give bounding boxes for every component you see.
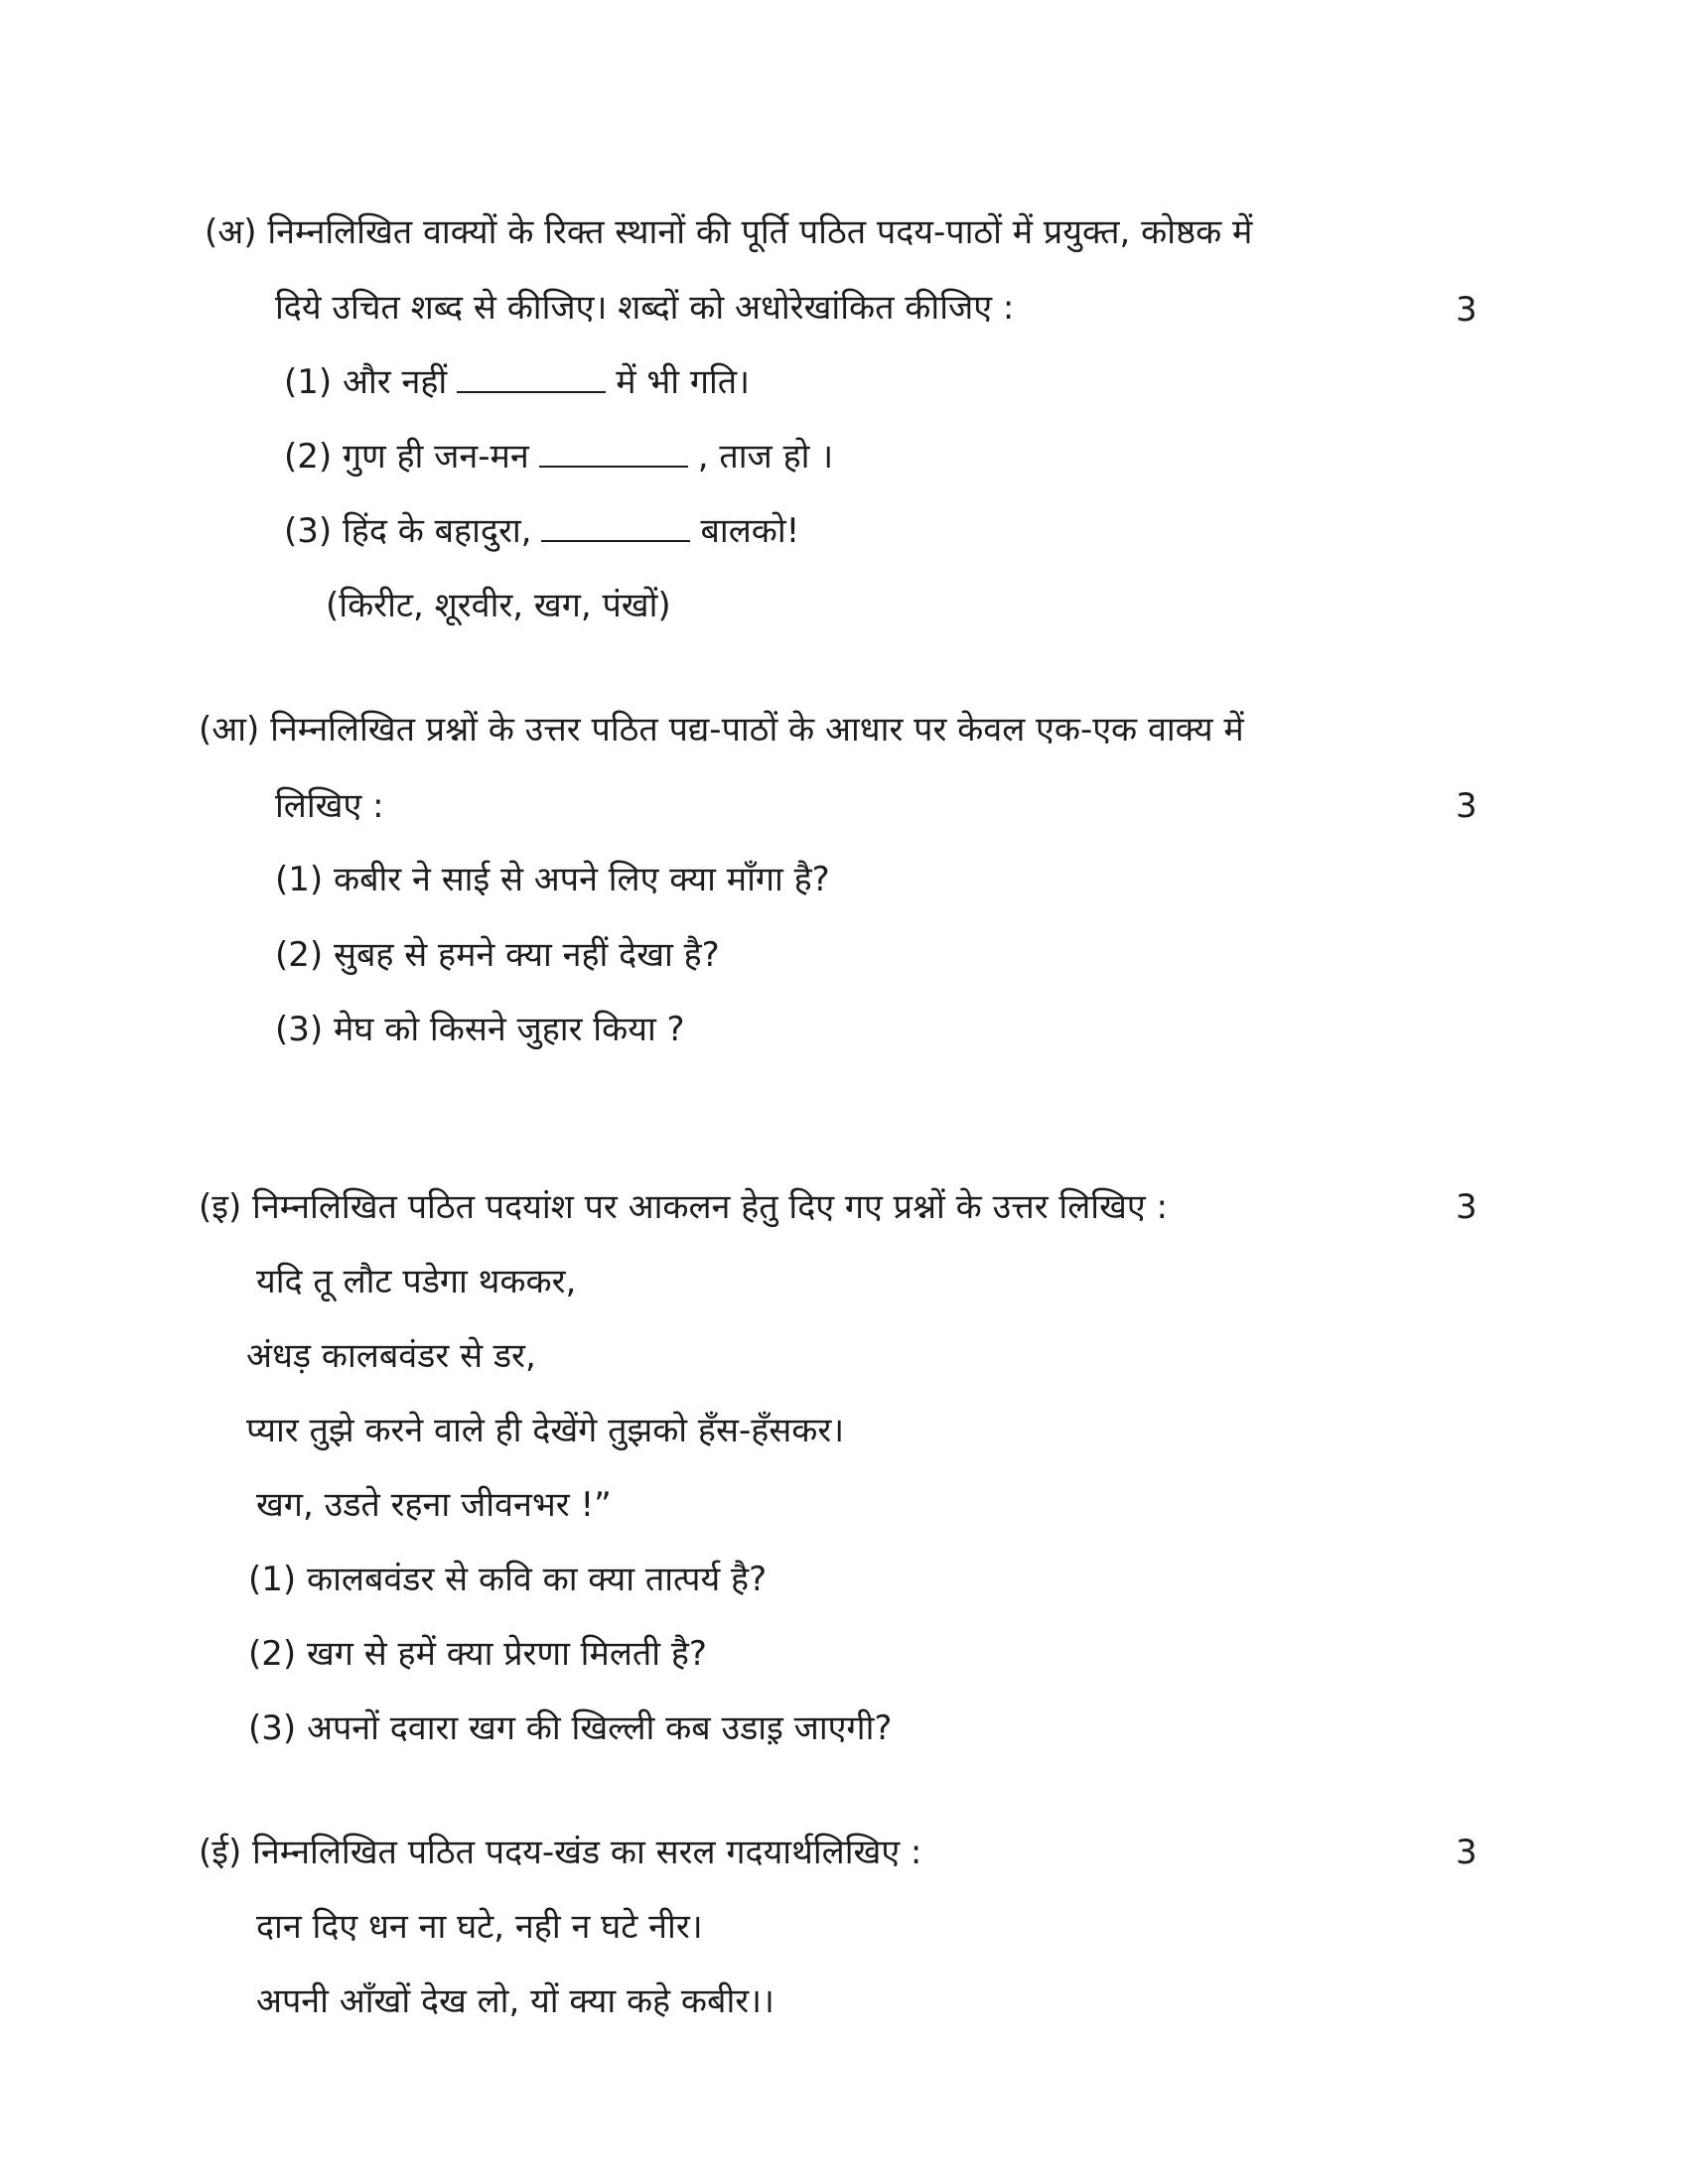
item-3-text-before: (3) हिंद के बहादुरा, (284, 511, 532, 551)
question-a-item-1 (284, 360, 750, 404)
poem-line-1: यदि तू लौट पडेगा थककर, (256, 1262, 577, 1301)
question-a-marks: 3 (1456, 290, 1477, 330)
item-3-text-after: बालको! (700, 511, 800, 551)
question-aa-instruction-line2: लिखिए : (275, 786, 384, 826)
poem-line-4: खग, उडते रहना जीवनभर !” (256, 1485, 612, 1525)
question-a-options: (किरीट, शूरवीर, खग, पंखों) (326, 586, 671, 625)
question-aa-instruction-line1: (आ) निम्नलिखित प्रश्नों के उत्तर पठित पद्य-पाठों के आधार पर केवल एक-एक वाक्य में (199, 710, 1244, 750)
fill-in-blank (457, 365, 606, 393)
poem-line-3: प्यार तुझे करने वाले ही देखेंगे तुझको हँस-हँसकर। (246, 1411, 845, 1450)
question-aa-item-1: (1) कबीर ने साई से अपने लिए क्या माँगा है? (275, 860, 830, 899)
question-a-instruction-line2: दिये उचित शब्द से कीजिए। शब्दों को अधोरेखांकित कीजिए : (275, 288, 1015, 328)
couplet-line-1: दान दिए धन ना घटे, नही न घटे नीर। (256, 1907, 703, 1947)
item-1-text-before: (1) और नहीं (284, 362, 448, 402)
question-aa-marks: 3 (1456, 786, 1477, 826)
couplet-line-2: अपनी आँखों देख लो, यों क्या कहे कबीर।। (256, 1981, 774, 2021)
item-1-text-after: में भी गति। (616, 362, 751, 402)
fill-in-blank (541, 514, 690, 542)
question-a-item-3 (284, 509, 799, 553)
question-i-instruction: (इ) निम्नलिखित पठित पदयांश पर आकलन हेतु दिए गए प्रश्नों के उत्तर लिखिए : (199, 1187, 1168, 1227)
question-aa-item-3: (3) मेघ को किसने जुहार किया ? (275, 1010, 685, 1049)
fill-in-blank (539, 440, 688, 468)
question-ii-instruction: (ई) निम्नलिखित पठित पदय-खंड का सरल गदयार्थलिखिए : (199, 1833, 922, 1872)
item-2-text-before: (2) गुण ही जन-मन (284, 437, 529, 477)
question-a-item-2 (284, 435, 833, 478)
question-aa-item-2: (2) सुबह से हमने क्या नहीं देखा है? (275, 935, 720, 975)
question-i-item-1: (1) कालबवंडर से कवि का क्या तात्पर्य है? (248, 1560, 768, 1599)
question-i-item-2: (2) खग से हमें क्या प्रेरणा मिलती है? (248, 1634, 707, 1674)
poem-line-2: अंधड़ कालबवंडर से डर, (246, 1336, 536, 1376)
question-i-marks: 3 (1456, 1187, 1477, 1227)
item-2-text-after: , ताज हो । (697, 437, 834, 477)
question-a-instruction-line1: (अ) निम्नलिखित वाक्यों के रिक्त स्थानों की पूर्ति पठित पदय-पाठों में प्रयुक्त, कोष्ठक में (205, 212, 1253, 252)
question-i-item-3: (3) अपनों दवारा खग की खिल्ली कब उडाइ़ जाएगी? (248, 1708, 893, 1748)
question-ii-marks: 3 (1456, 1833, 1477, 1872)
